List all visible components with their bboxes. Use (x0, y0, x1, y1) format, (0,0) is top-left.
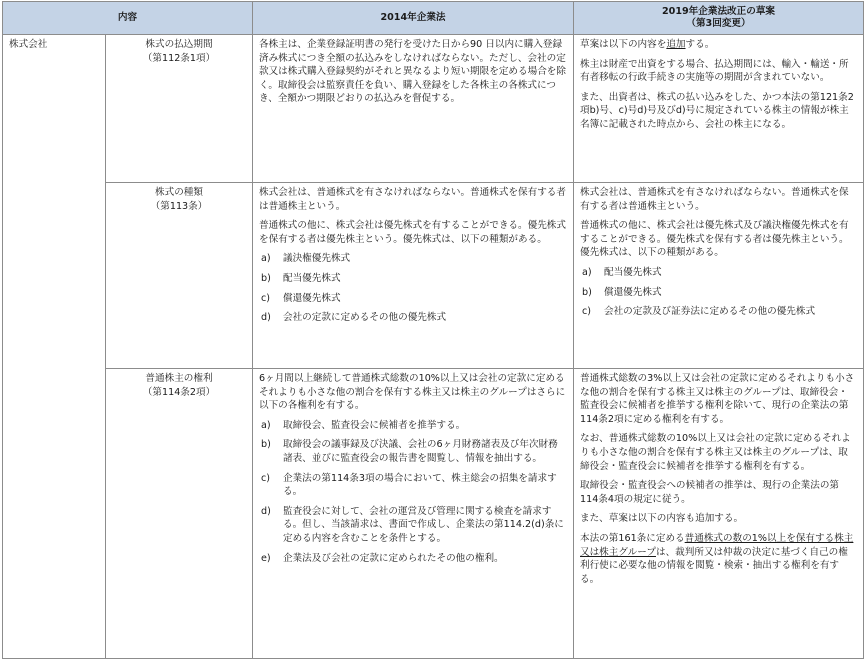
item-cell (106, 369, 253, 659)
header-law2014: 2014年企業法 (253, 2, 574, 35)
list-marker: b) (261, 273, 271, 285)
draft-paragraph: なお、普通株式総数の10%以上又は会社の定款に定めるそれよりも小さな他の割合を保有する株主又は株主のグループは、取締役会・監査役会に候補者を推挙する権利を有する。 (580, 433, 851, 472)
law2014-cell (253, 35, 574, 183)
list-text: 議決権優先株式 (283, 253, 351, 265)
draft-cell (574, 35, 864, 183)
draft-text: 草案は以下の内容を (580, 39, 667, 50)
list-item (259, 552, 567, 566)
law-comparison-table (2, 1, 864, 659)
category-cell: 株式会社 (3, 35, 106, 659)
draft-paragraph (580, 532, 857, 586)
list-item (580, 266, 857, 280)
header-row (3, 2, 864, 35)
draft-text: は、裁判所又は仲裁の決定に基づく自己の権利行使に必要な他の情報を閲覧・検索・抽出する権利を有する。 (580, 546, 848, 585)
list-item (259, 505, 567, 546)
list-item (259, 419, 567, 433)
draft-cell (574, 183, 864, 369)
law2014-paragraph: 株式会社は、普通株式を有さなければならない。普通株式を保有する者は普通株主という。 (259, 187, 566, 212)
law2014-paragraph: 普通株式の他に、株式会社は優先株式を有することができる。優先株式を保有する者は優先株主という。優先株式は、以下の種類がある。 (259, 220, 566, 245)
table-row (3, 183, 864, 369)
header-draft-line1: 2019年企業法改正の草案 (661, 5, 776, 17)
item-article: （第113条） (150, 200, 208, 212)
item-title: 株式の払込期間 (145, 39, 213, 50)
draft-paragraph: 普通株式の他に、株式会社は優先株式及び議決権優先株式を有することができる。優先株式を保有する者は優先株主という。優先株式は、以下の種類がある。 (580, 220, 849, 259)
draft-paragraph: 普通株式総数の3%以上又は会社の定款に定めるそれよりも小さな他の割合を保有する株主又は株主のグループは、取締役会・監査役会に候補者を推挙する権利を除いて、現行の企業法の第114条2項に定める権利を有する。 (580, 373, 855, 425)
list-marker: a) (261, 253, 271, 265)
item-title: 普通株主の権利 (145, 373, 213, 384)
list-text: 取締役会の議事録及び決議、会社の6ヶ月財務諸表及び年次財務諸表、並びに監査役会の報告書を閲覧し、情報を抽出する。 (283, 439, 558, 465)
list-marker: c) (261, 472, 271, 484)
draft-paragraph: 株式会社は、普通株式を有さなければならない。普通株式を保有する者は普通株主という。 (580, 187, 849, 212)
list-text: 会社の定款及び証券法に定めるその他の優先株式 (604, 306, 816, 318)
draft-text: 本法の第161条に定める (580, 533, 685, 545)
list-marker: a) (261, 419, 271, 431)
item-article: （第114条2項） (142, 386, 216, 398)
list-marker: c) (261, 292, 271, 304)
law2014-paragraph: 6ヶ月間以上継続して普通株式総数の10%以上又は会社の定款に定めるそれよりも小さな他の割合を保有する株主又は株主のグループはさらに以下の各権利を有する。 (259, 373, 566, 412)
list-marker: d) (261, 312, 271, 324)
item-cell (106, 183, 253, 369)
list-text: 監査役会に対して、会社の運営及び管理に関する検査を請求する。但し、当該請求は、書面で作成し、企業法の第114.2(d)条に定める内容を含むことを条件とする。 (283, 505, 564, 545)
law2014-cell (253, 369, 574, 659)
header-content: 内容 (3, 2, 253, 35)
list-text: 償還優先株式 (604, 286, 662, 298)
law2014-text: 各株主は、企業登録証明書の発行を受けた日から90 日以内に購入登録済み株式につき全額の払込みをしなければならない。ただし、会社の定款又は株式購入登録契約がそれと異なるより短い期限を定める場合を除く。取締役会は監察責任を負い、購入登録をした各株主の各株式につき、全額かつ期限どおりの払込みを督促する。 (259, 39, 566, 105)
draft-cell (574, 369, 864, 659)
table-row (3, 369, 864, 659)
list-item (259, 292, 567, 306)
draft-paragraph: 取締役会・監査役会への候補者の推挙は、現行の企業法の第114条4項の規定に従う。 (580, 480, 840, 505)
draft-paragraph: また、出資者は、株式の払い込みをした、かつ本法の第121条2項b)号、c)号d)号及びd)号に規定されている株主の情報が株主名簿に記載された時点から、会社の株主になる。 (580, 91, 854, 131)
list-item (259, 252, 567, 266)
list-marker: a) (582, 267, 592, 279)
list-marker: b) (261, 439, 271, 451)
draft-text: する。 (685, 39, 715, 50)
list-text: 会社の定款に定めるその他の優先株式 (283, 312, 447, 324)
list-item (259, 438, 567, 465)
list-text: 企業法の第114条3項の場合において、株主総会の招集を請求する。 (283, 472, 557, 498)
list-item (580, 286, 857, 300)
list-item (580, 305, 857, 319)
underlined-text: 普通株式の数の1%以上を保有する株主又は株主グループ (580, 533, 854, 558)
list-text: 企業法及び会社の定款に定められたその他の権利。 (283, 552, 504, 564)
underlined-text: 追加 (666, 39, 686, 50)
list-text: 配当優先株式 (283, 273, 341, 285)
list-marker: b) (582, 286, 592, 298)
list-item (259, 272, 567, 286)
header-draft-line2: （第3回変更） (686, 18, 751, 29)
list-text: 償還優先株式 (283, 292, 341, 304)
draft-paragraph: 株主は財産で出資をする場合、払込期間には、輸入・輸送・所有者移転の行政手続きの実施等の期間が含まれていない。 (580, 58, 849, 84)
list-marker: e) (261, 552, 271, 564)
list-item (259, 311, 567, 325)
item-cell (106, 35, 253, 183)
header-draft (574, 2, 864, 35)
list-marker: c) (582, 306, 592, 318)
law2014-cell (253, 183, 574, 369)
list-text: 取締役会、監査役会に候補者を推挙する。 (283, 419, 466, 431)
table-row (3, 35, 864, 183)
draft-paragraph: また、草案は以下の内容も追加する。 (580, 513, 744, 525)
list-text: 配当優先株式 (604, 267, 662, 279)
list-marker: d) (261, 505, 271, 517)
draft-paragraph (580, 38, 857, 52)
item-article: （第112条1項） (142, 52, 216, 64)
list-item (259, 472, 567, 499)
item-title: 株式の種類 (155, 187, 203, 198)
